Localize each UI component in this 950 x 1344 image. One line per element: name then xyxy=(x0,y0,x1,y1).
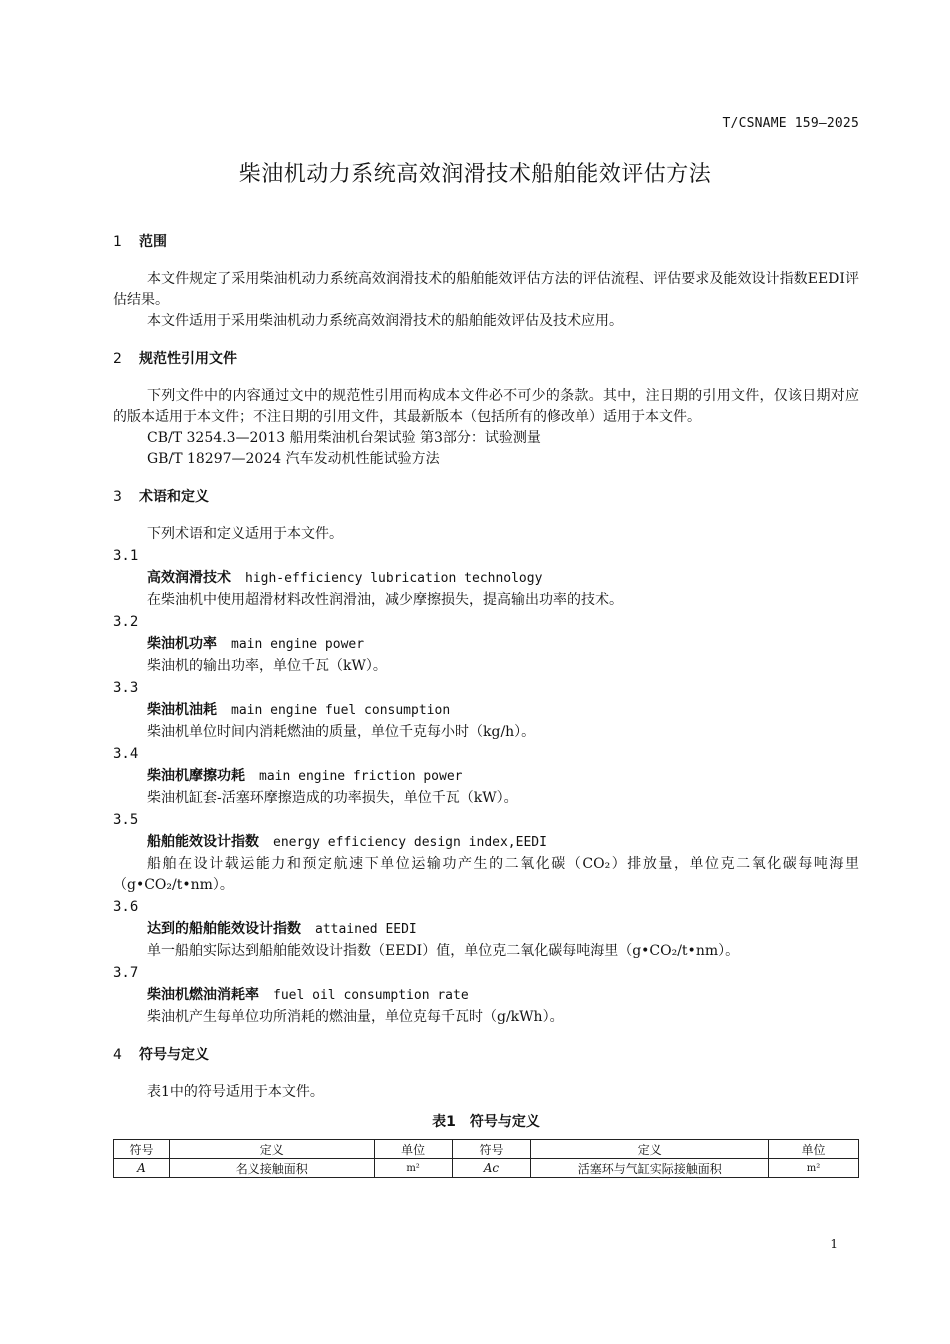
section-title: 术语和定义 xyxy=(139,489,209,505)
table-header-cell: 单位 xyxy=(374,1140,452,1159)
term-name xyxy=(113,918,859,941)
table-cell: m² xyxy=(374,1159,452,1178)
page-number: 1 xyxy=(830,1237,838,1251)
term-definition: 柴油机的输出功率，单位千瓦（kW）。 xyxy=(147,658,387,674)
symbols-table xyxy=(113,1139,859,1178)
section-2-heading xyxy=(113,345,859,373)
term-number: 3.3 xyxy=(113,680,139,696)
section-4-intro: 表1中的符号适用于本文件。 xyxy=(147,1084,324,1100)
term-name-zh: 柴油机功率 xyxy=(147,636,217,652)
table-cell: A xyxy=(114,1159,170,1178)
document-body xyxy=(113,228,859,1178)
term-name-zh: 柴油机燃油消耗率 xyxy=(147,987,259,1003)
table-header-cell: 符号 xyxy=(452,1140,531,1159)
section-number: 4 xyxy=(113,1047,122,1063)
term-definition: 柴油机单位时间内消耗燃油的质量，单位千克每小时（kg/h）。 xyxy=(147,724,536,740)
term-entry xyxy=(113,962,859,1028)
term-name-zh: 高效润滑技术 xyxy=(147,570,231,586)
term-number: 3.6 xyxy=(113,899,139,915)
table-header-cell: 单位 xyxy=(769,1140,859,1159)
table-cell: 活塞环与气缸实际接触面积 xyxy=(531,1159,769,1178)
reference-item: CB/T 3254.3—2013 船用柴油机台架试验 第3部分：试验测量 xyxy=(147,430,541,446)
term-entry xyxy=(113,545,859,611)
section-title: 符号与定义 xyxy=(139,1047,209,1063)
table-header-cell: 符号 xyxy=(114,1140,170,1159)
table-row xyxy=(114,1159,859,1178)
term-name-zh: 船舶能效设计指数 xyxy=(147,834,259,850)
term-name-zh: 达到的船舶能效设计指数 xyxy=(147,921,301,937)
term-name xyxy=(113,699,859,722)
term-name-en: main engine fuel consumption xyxy=(231,703,451,718)
term-entry xyxy=(113,611,859,677)
table-title: 表1 符号与定义 xyxy=(432,1114,540,1130)
section-number: 3 xyxy=(113,489,122,505)
term-definition: 柴油机产生每单位功所消耗的燃油量，单位克每千瓦时（g/kWh）。 xyxy=(147,1009,564,1025)
table-cell: m² xyxy=(769,1159,859,1178)
section-3-heading xyxy=(113,483,859,511)
term-entry xyxy=(113,743,859,809)
section-4-heading xyxy=(113,1041,859,1069)
term-entry xyxy=(113,809,859,896)
section-1-heading xyxy=(113,228,859,256)
term-entry xyxy=(113,677,859,743)
section-1-paragraph-1: 本文件规定了采用柴油机动力系统高效润滑技术的船舶能效评估方法的评估流程、评估要求及能效设计指数EEDI评估结果。 xyxy=(113,271,859,308)
term-name-en: fuel oil consumption rate xyxy=(273,988,469,1003)
section-number: 1 xyxy=(113,234,122,250)
term-name xyxy=(113,765,859,788)
term-name-en: main engine friction power xyxy=(259,769,463,784)
term-definition: 柴油机缸套-活塞环摩擦造成的功率损失，单位千瓦（kW）。 xyxy=(147,790,518,806)
term-number: 3.7 xyxy=(113,965,139,981)
section-title: 规范性引用文件 xyxy=(139,351,237,367)
term-name xyxy=(113,984,859,1007)
table-cell: Ac xyxy=(452,1159,531,1178)
section-title: 范围 xyxy=(139,234,167,250)
term-definition: 在柴油机中使用超滑材料改性润滑油，减少摩擦损失，提高输出功率的技术。 xyxy=(147,592,623,608)
term-name-zh: 柴油机摩擦功耗 xyxy=(147,768,245,784)
document-title: 柴油机动力系统高效润滑技术船舶能效评估方法 xyxy=(238,162,712,187)
term-name xyxy=(113,831,859,854)
term-number: 3.5 xyxy=(113,812,139,828)
term-name-en: high-efficiency lubrication technology xyxy=(245,571,543,586)
term-entry xyxy=(113,896,859,962)
term-name xyxy=(113,567,859,590)
term-number: 3.2 xyxy=(113,614,139,630)
section-3-intro: 下列术语和定义适用于本文件。 xyxy=(147,526,343,542)
section-number: 2 xyxy=(113,351,122,367)
table-header-row xyxy=(114,1140,859,1159)
term-number: 3.4 xyxy=(113,746,139,762)
table-header-cell: 定义 xyxy=(531,1140,769,1159)
term-name-en: main engine power xyxy=(231,637,365,652)
term-definition: 单一船舶实际达到船舶能效设计指数（EEDI）值，单位克二氧化碳每吨海里（g•CO₂/t•nm）。 xyxy=(147,943,740,959)
term-number: 3.1 xyxy=(113,548,139,564)
term-name xyxy=(113,633,859,656)
term-name-en: attained EEDI xyxy=(315,922,417,937)
table-header-cell: 定义 xyxy=(169,1140,374,1159)
reference-item: GB/T 18297—2024 汽车发动机性能试验方法 xyxy=(147,451,440,467)
table-cell: 名义接触面积 xyxy=(169,1159,374,1178)
document-code: T/CSNAME 159—2025 xyxy=(722,116,859,131)
term-definition: 船舶在设计载运能力和预定航速下单位运输功产生的二氧化碳（CO₂）排放量，单位克二氧化碳每吨海里（g•CO₂/t•nm）。 xyxy=(113,856,859,893)
term-name-en: energy efficiency design index,EEDI xyxy=(273,835,547,850)
section-1-paragraph-2: 本文件适用于采用柴油机动力系统高效润滑技术的船舶能效评估及技术应用。 xyxy=(147,313,623,329)
section-2-paragraph-1: 下列文件中的内容通过文中的规范性引用而构成本文件必不可少的条款。其中，注日期的引用文件，仅该日期对应的版本适用于本文件；不注日期的引用文件，其最新版本（包括所有的修改单）适用于本文件。 xyxy=(113,388,859,425)
term-name-zh: 柴油机油耗 xyxy=(147,702,217,718)
